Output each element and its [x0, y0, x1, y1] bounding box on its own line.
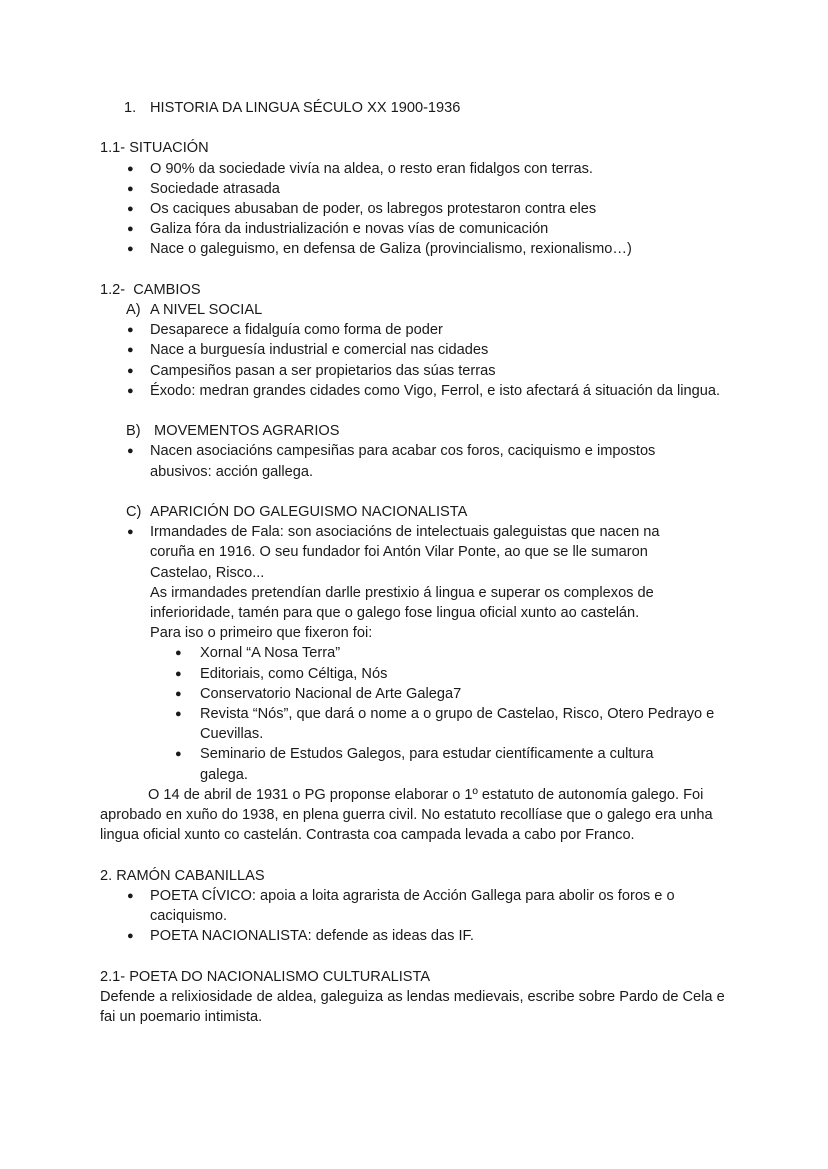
bullet-icon: ● — [127, 324, 134, 337]
bullet-icon: ● — [175, 667, 182, 680]
list-movementos-agrarios — [100, 441, 738, 481]
title-number: 1. — [124, 100, 137, 116]
bullet-icon: ● — [127, 243, 134, 256]
subheading-a: A) A NIVEL SOCIAL — [126, 302, 263, 318]
list-galeguismo — [100, 522, 738, 583]
list-item: ● Revista “Nós”, que dará o nome a o grupo de Castelao, Risco, Otero Pedrayo e Cuevillas. — [175, 706, 715, 743]
list-primeiro — [100, 643, 738, 784]
bullet-icon: ● — [175, 748, 182, 761]
bullet-icon: ● — [127, 364, 134, 377]
list-item: ● Nace a burguesía industrial e comercial nas cidades — [100, 340, 738, 360]
list-item: ● Sociedade atrasada — [100, 179, 738, 199]
list-item: ● Desaparece a fidalguía como forma de poder — [100, 320, 738, 340]
bullet-icon: ● — [127, 526, 134, 539]
list-item: ● Campesiños pasan a ser propietarios das súas terras — [100, 361, 738, 381]
list-item: ● Conservatorio Nacional de Arte Galega7 — [100, 684, 738, 704]
list-item: ● POETA CÍVICO: apoia a loita agrarista de Acción Gallega para abolir os foros e o caciquismo. — [127, 887, 675, 925]
list-item: ● Nace o galeguismo, en defensa de Galiza (provincialismo, rexionalismo…) — [100, 239, 738, 259]
list-item: ● POETA NACIONALISTA: defende as ideas das IF. — [100, 926, 738, 946]
list-nivel-social — [100, 320, 738, 401]
subheading-c: C) APARICIÓN DO GALEGUISMO NACIONALISTA — [126, 504, 468, 520]
list-item: ● Os caciques abusaban de poder, os labregos protestaron contra eles — [100, 199, 738, 219]
bullet-icon: ● — [175, 647, 182, 660]
list-item: ● Nacen asociacións campesiñas para acabar cos foros, caciquismo e impostos abusivos: acción gallega. — [127, 443, 656, 480]
bullet-icon: ● — [175, 708, 182, 721]
paragraph-irmandades: As irmandades pretendían darlle prestixio á lingua e superar os complexos de inferioridade, tamén para que o galego fose lingua oficial xunto ao castelán. — [150, 584, 654, 622]
paragraph-culturalista: Defende a relixiosidade de aldea, galeguiza as lendas medievais, escribe sobre Pardo de Cela e fai un poemario intimista. — [100, 988, 725, 1026]
main-title — [100, 98, 738, 118]
list-item: ● Seminario de Estudos Galegos, para estudar científicamente a cultura galega. — [175, 746, 654, 783]
bullet-icon: ● — [127, 384, 134, 397]
title-text: HISTORIA DA LINGUA SÉCULO XX 1900-1936 — [150, 100, 461, 116]
list-item: ● Galiza fóra da industrialización e novas vías de comunicación — [100, 219, 738, 239]
list-item: ● O 90% da sociedade vivía na aldea, o resto eran fidalgos con terras. — [100, 159, 738, 179]
list-item: ● Irmandades de Fala: son asociacións de intelectuais galeguistas que nacen na coruña en 1916. O seu fundador foi Antón Vilar Ponte, ao que se lle sumaron Castelao, Risco... — [127, 524, 660, 581]
bullet-icon: ● — [127, 445, 134, 458]
bullet-icon: ● — [127, 930, 134, 943]
heading-2-1: 2.1- POETA DO NACIONALISMO CULTURALISTA — [100, 968, 431, 985]
paragraph-para-iso: Para iso o primeiro que fixeron foi: — [150, 625, 373, 642]
bullet-icon: ● — [127, 203, 134, 215]
bullet-icon: ● — [175, 687, 182, 700]
bullet-icon: ● — [127, 182, 134, 195]
bullet-icon: ● — [127, 162, 134, 175]
bullet-icon: ● — [127, 344, 134, 357]
list-item: ● Editoriais, como Céltiga, Nós — [100, 664, 738, 684]
paragraph-estatuto: O 14 de abril de 1931 o PG proponse elaborar o 1º estatuto de autonomía galego. Foi aprobado en xuño do 1938, en plena guerra civil. No estatuto recollíase que o galego era unha lingua oficial xunto co castelán. Contrasta coa campada levada a cabo por Franco. — [100, 786, 713, 844]
bullet-icon: ● — [127, 223, 134, 236]
bullet-icon: ● — [127, 889, 134, 902]
list-item: ● Éxodo: medran grandes cidades como Vigo, Ferrol, e isto afectará á situación da lingua. — [100, 381, 738, 401]
heading-2: 2. RAMÓN CABANILLAS — [100, 867, 265, 884]
heading-1-2: 1.2- CAMBIOS — [100, 281, 201, 298]
list-item: ● Xornal “A Nosa Terra” — [100, 643, 738, 663]
subheading-b: B) MOVEMENTOS AGRARIOS — [126, 423, 340, 440]
heading-1-1: 1.1- SITUACIÓN — [100, 140, 209, 157]
list-cabanillas — [100, 886, 738, 947]
list-situacion — [100, 159, 738, 260]
